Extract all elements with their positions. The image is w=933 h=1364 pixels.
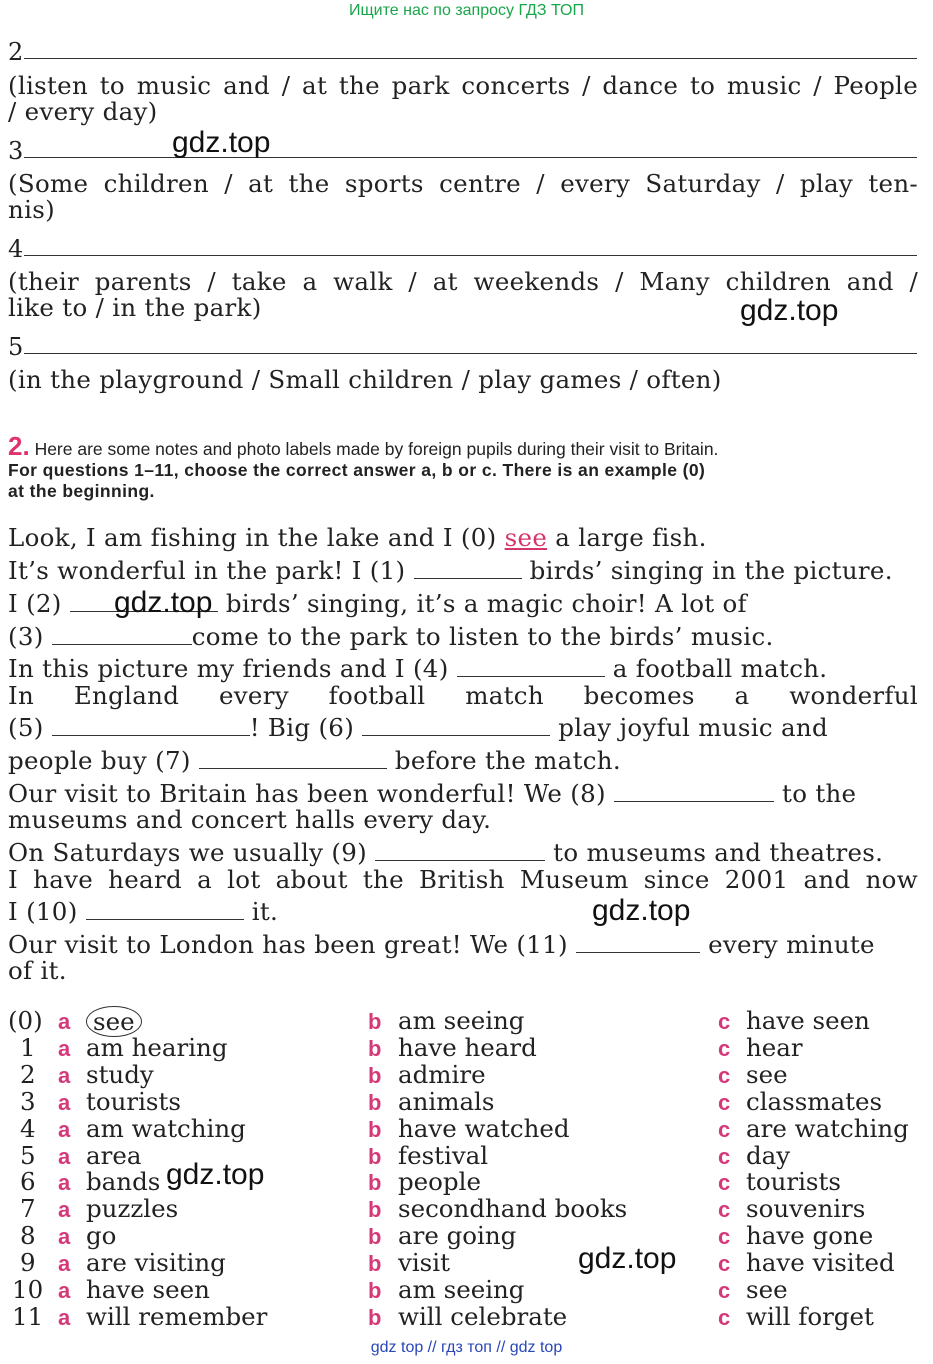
option-c[interactable]: see: [746, 1275, 788, 1304]
exercise-2-instruction: [8, 431, 918, 502]
option-b[interactable]: have watched: [398, 1113, 570, 1143]
text-line: of it.: [8, 956, 67, 985]
option-letter-c: c: [718, 1170, 731, 1196]
gap-7[interactable]: [199, 748, 387, 769]
option-letter-c: c: [718, 1035, 731, 1061]
watermark: gdz.top: [578, 1242, 677, 1275]
option-letter-c: c: [718, 1224, 731, 1250]
option-c[interactable]: have gone: [746, 1221, 874, 1251]
option-c[interactable]: have visited: [746, 1248, 895, 1278]
option-letter-a: a: [58, 1143, 71, 1169]
option-letter-a: a: [58, 1278, 71, 1303]
option-letter-a: a: [58, 1304, 71, 1330]
answer-line[interactable]: [24, 353, 917, 354]
gap-1[interactable]: [414, 558, 522, 579]
item-hint: (in the playground / Small children / play games / often): [8, 365, 722, 394]
gap-5[interactable]: [52, 715, 250, 736]
example-answer: see: [504, 523, 548, 552]
instruction-bold: For questions 1–11, choose the correct answer a, b or c. There is an example (0): [8, 460, 706, 480]
instruction-text: Here are some notes and photo labels made by foreign pupils during their visit to Britain.: [34, 439, 719, 459]
header-link[interactable]: Ищите нас по запросу ГДЗ ТОП: [349, 2, 584, 19]
option-letter-b: b: [368, 1251, 382, 1277]
option-letter-b: b: [368, 1116, 382, 1142]
option-number: 4: [20, 1113, 36, 1143]
item-number: 4: [8, 235, 24, 263]
option-letter-a: a: [58, 1170, 71, 1196]
option-letter-b: b: [368, 1197, 382, 1223]
option-letter-b: b: [368, 1009, 382, 1034]
option-c[interactable]: day: [746, 1140, 791, 1170]
option-a[interactable]: tourists: [86, 1086, 181, 1116]
option-c[interactable]: classmates: [746, 1086, 883, 1116]
option-c[interactable]: souvenirs: [746, 1194, 866, 1224]
option-a[interactable]: study: [86, 1059, 154, 1089]
option-letter-a: a: [58, 1116, 71, 1142]
option-letter-b: b: [368, 1224, 382, 1250]
option-letter-c: c: [718, 1251, 731, 1277]
gap-6[interactable]: [362, 715, 550, 736]
option-letter-c: c: [718, 1197, 731, 1223]
option-letter-c: c: [718, 1009, 731, 1034]
option-number: 1: [20, 1032, 36, 1062]
option-a[interactable]: will remember: [86, 1301, 268, 1331]
text-line: I have heard a lot about the British Museum since 2001 and now: [8, 865, 918, 894]
text-line: In England every football match becomes a wonderful: [8, 681, 918, 710]
instruction-bold: at the beginning.: [8, 481, 155, 501]
option-a[interactable]: see: [86, 1006, 142, 1037]
option-letter-c: c: [718, 1143, 731, 1169]
option-c[interactable]: see: [746, 1059, 788, 1089]
option-b[interactable]: am seeing: [398, 1006, 525, 1035]
text-line: (3) come to the park to listen to the birds’ music.: [8, 622, 774, 651]
text-line: In this picture my friends and I (4) a football match.: [8, 654, 828, 683]
option-number: (0): [8, 1006, 43, 1035]
option-letter-b: b: [368, 1304, 382, 1330]
option-c[interactable]: hear: [746, 1032, 803, 1062]
exercise-number: 2.: [8, 431, 30, 461]
option-letter-a: a: [58, 1251, 71, 1277]
option-letter-c: c: [718, 1089, 731, 1115]
item-number: 2: [8, 38, 24, 66]
option-number: 11: [12, 1301, 44, 1331]
option-number: 5: [20, 1140, 36, 1170]
text-line: On Saturdays we usually (9) to museums and theatres.: [8, 838, 884, 867]
option-a[interactable]: have seen: [86, 1275, 210, 1304]
option-b[interactable]: visit: [398, 1248, 450, 1278]
gap-8[interactable]: [614, 781, 774, 802]
answer-line[interactable]: [24, 58, 917, 59]
option-b[interactable]: will celebrate: [398, 1301, 568, 1331]
option-c[interactable]: are watching: [746, 1113, 909, 1143]
option-letter-b: b: [368, 1089, 382, 1115]
text-line: people buy (7) before the match.: [8, 746, 621, 775]
item-hint-cont: nis): [8, 195, 55, 224]
text-line: I (2) birds’ singing, it’s a magic choir! A lot of: [8, 589, 747, 618]
item-hint-cont: / every day): [8, 97, 158, 126]
watermark: gdz.top: [114, 586, 213, 619]
option-letter-b: b: [368, 1062, 382, 1088]
option-letter-a: a: [58, 1197, 71, 1223]
option-a[interactable]: bands: [86, 1167, 161, 1197]
text-line: I (10) it.: [8, 897, 279, 926]
answer-line[interactable]: [24, 255, 917, 256]
option-a[interactable]: area: [86, 1140, 142, 1170]
option-letter-c: c: [718, 1116, 731, 1142]
option-b[interactable]: festival: [398, 1140, 489, 1170]
watermark: gdz.top: [740, 294, 839, 327]
item-hint: (Some children / at the sports centre / every Saturday / play ten-: [8, 169, 918, 198]
option-letter-c: c: [718, 1062, 731, 1088]
watermark: gdz.top: [172, 126, 271, 159]
option-letter-c: c: [718, 1304, 731, 1330]
option-letter-c: c: [718, 1278, 731, 1303]
option-b[interactable]: people: [398, 1167, 481, 1197]
option-c[interactable]: tourists: [746, 1167, 841, 1197]
option-a[interactable]: are visiting: [86, 1248, 226, 1278]
item-hint: (listen to music and / at the park concerts / dance to music / People: [8, 71, 918, 100]
gap-11[interactable]: [576, 932, 700, 953]
option-a[interactable]: puzzles: [86, 1194, 179, 1224]
option-letter-b: b: [368, 1278, 382, 1303]
option-number: 9: [20, 1248, 36, 1278]
option-letter-a: a: [58, 1009, 71, 1034]
option-number: 2: [20, 1059, 36, 1089]
option-b[interactable]: are going: [398, 1221, 517, 1251]
option-b[interactable]: am seeing: [398, 1275, 525, 1304]
option-number: 3: [20, 1086, 36, 1116]
watermark: gdz.top: [592, 894, 691, 927]
option-letter-b: b: [368, 1035, 382, 1061]
text-line: Our visit to London has been great! We (11) every minute: [8, 930, 875, 959]
option-letter-a: a: [58, 1062, 71, 1088]
option-letter-a: a: [58, 1035, 71, 1061]
answer-line[interactable]: [24, 157, 917, 158]
gap-4[interactable]: [457, 656, 605, 677]
option-b[interactable]: admire: [398, 1059, 486, 1089]
item-hint: (their parents / take a walk / at weekends / Many children and /: [8, 267, 918, 296]
footer-links[interactable]: gdz top // гдз топ // gdz top: [370, 1339, 563, 1356]
item-number: 5: [8, 333, 24, 361]
gap-10[interactable]: [86, 899, 244, 920]
option-number: 8: [20, 1221, 36, 1251]
option-b[interactable]: animals: [398, 1086, 495, 1116]
text-line: Look, I am fishing in the lake and I (0) see a large fish.: [8, 523, 707, 552]
item-number: 3: [8, 137, 24, 165]
option-letter-b: b: [368, 1143, 382, 1169]
text-line: museums and concert halls every day.: [8, 805, 492, 834]
option-b[interactable]: secondhand books: [398, 1194, 628, 1224]
gap-9[interactable]: [375, 840, 545, 861]
option-letter-a: a: [58, 1089, 71, 1115]
option-number: 7: [20, 1194, 36, 1224]
option-a[interactable]: am hearing: [86, 1032, 228, 1062]
option-number: 10: [12, 1275, 44, 1304]
option-number: 6: [20, 1167, 36, 1197]
option-c[interactable]: have seen: [746, 1006, 870, 1035]
item-hint-cont: like to / in the park): [8, 293, 262, 322]
option-a[interactable]: go: [86, 1221, 117, 1251]
option-b[interactable]: have heard: [398, 1032, 537, 1062]
text-line: (5) ! Big (6) play joyful music and: [8, 713, 828, 742]
watermark: gdz.top: [166, 1158, 265, 1191]
text-line: Our visit to Britain has been wonderful! We (8) to the: [8, 779, 857, 808]
option-a[interactable]: am watching: [86, 1113, 246, 1143]
option-letter-a: a: [58, 1224, 71, 1250]
option-c[interactable]: will forget: [746, 1301, 874, 1331]
option-letter-b: b: [368, 1170, 382, 1196]
text-line: It’s wonderful in the park! I (1) birds’ singing in the picture.: [8, 556, 893, 585]
gap-3[interactable]: [52, 624, 192, 645]
